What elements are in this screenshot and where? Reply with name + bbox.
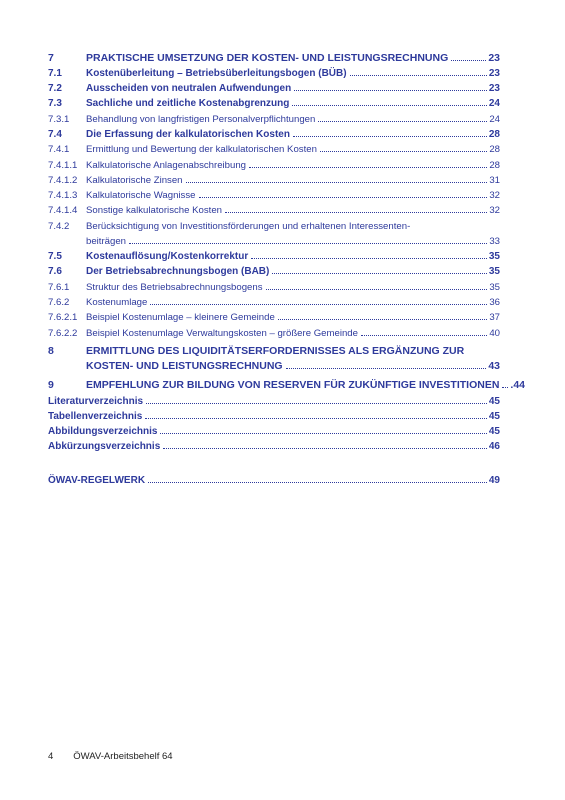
toc-entry-page: 31 bbox=[489, 174, 500, 186]
toc-entry-number: 9 bbox=[48, 378, 54, 391]
dot-leader bbox=[251, 258, 487, 259]
toc-entry-number: 7.4.1.3 bbox=[48, 190, 78, 202]
toc-entry-number: 7.6.2.2 bbox=[48, 327, 78, 339]
dot-leader bbox=[294, 90, 487, 91]
toc-entry-title: EMPFEHLUNG ZUR BILDUNG VON RESERVEN FÜR ZUKÜNFTIGE INVESTITIONEN bbox=[86, 378, 500, 391]
toc-entry-number: 7.1 bbox=[48, 67, 62, 79]
toc-entry-number: 7.3 bbox=[48, 98, 62, 110]
toc-entry-title: ÖWAV-REGELWERK bbox=[48, 475, 146, 487]
toc-entry[interactable] bbox=[48, 475, 500, 487]
dot-leader bbox=[148, 482, 487, 483]
toc-entry[interactable] bbox=[48, 52, 500, 64]
toc-entry-page: .44 bbox=[510, 378, 526, 391]
toc-entry[interactable] bbox=[48, 266, 500, 278]
toc-entry[interactable] bbox=[48, 68, 500, 80]
toc-entry-title: Ermittlung und Bewertung der kalkulatorischen Kosten bbox=[86, 144, 317, 156]
toc-entry-page: 35 bbox=[488, 251, 500, 263]
toc-entry-page: 33 bbox=[489, 235, 500, 247]
page-footer bbox=[48, 751, 173, 762]
toc-entry[interactable] bbox=[48, 160, 500, 172]
toc-entry-page: 37 bbox=[489, 312, 500, 324]
toc-entry-title: Literaturverzeichnis bbox=[48, 395, 144, 407]
dot-leader bbox=[451, 60, 486, 61]
toc-entry-title: Tabellenverzeichnis bbox=[48, 410, 143, 422]
toc-entry-title: Berücksichtigung von Investitionsförderungen und erhaltenen Interessenten- bbox=[86, 220, 411, 232]
toc-entry-title: Struktur des Betriebsabrechnungsbogens bbox=[86, 281, 263, 293]
toc-entry[interactable] bbox=[48, 378, 526, 391]
toc-entry[interactable] bbox=[48, 411, 500, 423]
toc-entry-title: Sonstige kalkulatorische Kosten bbox=[86, 205, 222, 217]
footer-publication: ÖWAV-Arbeitsbehelf 64 bbox=[73, 751, 173, 762]
dot-leader bbox=[272, 273, 487, 274]
toc-entry-page: 32 bbox=[489, 205, 500, 217]
dot-leader bbox=[286, 368, 487, 369]
toc-entry[interactable] bbox=[48, 328, 500, 340]
dot-leader bbox=[278, 319, 488, 320]
footer-page-number: 4 bbox=[48, 751, 54, 762]
toc-entry-page: 35 bbox=[489, 281, 500, 293]
toc-entry-page: 23 bbox=[488, 83, 500, 95]
toc-entry-number: 7.4.1.4 bbox=[48, 205, 78, 217]
toc-entry-page: 28 bbox=[489, 159, 500, 171]
dot-leader bbox=[350, 75, 487, 76]
toc-entry-page: 28 bbox=[489, 144, 500, 156]
toc-entry[interactable] bbox=[48, 221, 500, 248]
toc-entry[interactable] bbox=[48, 144, 500, 156]
toc-entry-title: Kostenumlage bbox=[86, 296, 148, 308]
dot-leader bbox=[160, 433, 486, 434]
dot-leader bbox=[293, 136, 487, 137]
toc-entry-number: 7.4 bbox=[48, 128, 62, 140]
dot-leader bbox=[292, 105, 487, 106]
dot-leader bbox=[199, 197, 488, 198]
toc-entry-page: 45 bbox=[488, 410, 500, 422]
toc-entry[interactable] bbox=[48, 129, 500, 141]
toc-entry-number: 7.6 bbox=[48, 266, 62, 278]
toc-entry[interactable] bbox=[48, 205, 500, 217]
toc-entry-title: Kostenauflösung/Kostenkorrektur bbox=[86, 251, 249, 263]
table-of-contents bbox=[48, 52, 526, 491]
toc-entry-page: 49 bbox=[488, 475, 500, 487]
toc-entry-page: 43 bbox=[488, 359, 500, 372]
toc-entry-title: Kostenüberleitung – Betriebsüberleitungsbogen (BÜB) bbox=[86, 67, 347, 79]
dot-leader bbox=[163, 448, 487, 449]
toc-entry-title: Ausscheiden von neutralen Aufwendungen bbox=[86, 83, 292, 95]
toc-entry[interactable] bbox=[48, 175, 500, 187]
toc-entry-number: 7 bbox=[48, 52, 54, 64]
dot-leader bbox=[249, 167, 487, 168]
dot-leader bbox=[150, 304, 487, 305]
dot-leader bbox=[320, 151, 487, 152]
toc-entry-page: 32 bbox=[489, 190, 500, 202]
toc-entry-title: Sachliche und zeitliche Kostenabgrenzung bbox=[86, 98, 290, 110]
toc-entry-number: 7.3.1 bbox=[48, 113, 70, 125]
toc-entry-title: Abkürzungsverzeichnis bbox=[48, 441, 161, 453]
toc-entry[interactable] bbox=[48, 251, 500, 263]
toc-entry-number: 7.6.2.1 bbox=[48, 312, 78, 324]
toc-entry-page: 24 bbox=[489, 113, 500, 125]
toc-entry-title: Abbildungsverzeichnis bbox=[48, 426, 158, 438]
toc-entry-page: 28 bbox=[488, 128, 500, 140]
toc-entry[interactable] bbox=[48, 297, 500, 309]
toc-entry[interactable] bbox=[48, 345, 500, 372]
toc-entry-page: 40 bbox=[489, 327, 500, 339]
toc-entry[interactable] bbox=[48, 312, 500, 324]
toc-entry-title: Der Betriebsabrechnungsbogen (BAB) bbox=[86, 266, 270, 278]
dot-leader bbox=[502, 387, 508, 388]
toc-entry-number: 7.6.2 bbox=[48, 296, 70, 308]
toc-entry[interactable] bbox=[48, 396, 500, 408]
dot-leader bbox=[361, 335, 487, 336]
toc-entry-title: Kalkulatorische Zinsen bbox=[86, 174, 183, 186]
toc-entry-title: Kalkulatorische Anlagenabschreibung bbox=[86, 159, 247, 171]
toc-entry-page: 46 bbox=[488, 441, 500, 453]
toc-entry-page: 23 bbox=[488, 67, 500, 79]
dot-leader bbox=[318, 121, 487, 122]
toc-entry-title: Die Erfassung der kalkulatorischen Kosten bbox=[86, 128, 290, 140]
dot-leader bbox=[266, 289, 488, 290]
toc-entry-title: Kalkulatorische Wagnisse bbox=[86, 190, 196, 202]
toc-entry-number: 7.4.1.2 bbox=[48, 174, 78, 186]
toc-entry[interactable] bbox=[48, 83, 500, 95]
toc-entry[interactable] bbox=[48, 114, 500, 126]
toc-entry-number: 7.4.1.1 bbox=[48, 159, 78, 171]
toc-entry-page: 23 bbox=[488, 52, 500, 64]
toc-entry-number: 7.6.1 bbox=[48, 281, 70, 293]
dot-leader bbox=[225, 212, 487, 213]
toc-entry-title: PRAKTISCHE UMSETZUNG DER KOSTEN- UND LEISTUNGSRECHNUNG bbox=[86, 52, 449, 64]
toc-entry[interactable] bbox=[48, 441, 500, 453]
dot-leader bbox=[129, 243, 487, 244]
toc-entry-title: Behandlung von langfristigen Personalverpflichtungen bbox=[86, 113, 316, 125]
toc-entry-title: beiträgen bbox=[86, 235, 127, 247]
toc-entry[interactable] bbox=[48, 98, 500, 110]
toc-entry[interactable] bbox=[48, 282, 500, 294]
toc-entry-page: 24 bbox=[488, 98, 500, 110]
toc-entry-number: 7.2 bbox=[48, 83, 62, 95]
toc-entry[interactable] bbox=[48, 426, 500, 438]
toc-entry-title: Beispiel Kostenumlage Verwaltungskosten – größere Gemeinde bbox=[86, 327, 358, 339]
toc-entry-page: 45 bbox=[488, 426, 500, 438]
toc-entry-title: KOSTEN- UND LEISTUNGSRECHNUNG bbox=[86, 359, 283, 372]
dot-leader bbox=[186, 182, 488, 183]
toc-entry-page: 36 bbox=[489, 296, 500, 308]
dot-leader bbox=[145, 418, 487, 419]
toc-entry-number: 7.4.1 bbox=[48, 144, 70, 156]
toc-entry-page: 35 bbox=[488, 266, 500, 278]
toc-entry-page: 45 bbox=[488, 395, 500, 407]
toc-entry-title: Beispiel Kostenumlage – kleinere Gemeinde bbox=[86, 312, 275, 324]
dot-leader bbox=[146, 403, 487, 404]
toc-entry-number: 8 bbox=[48, 344, 54, 357]
toc-entry-number: 7.4.2 bbox=[48, 220, 70, 232]
toc-entry[interactable] bbox=[48, 190, 500, 202]
toc-entry-number: 7.5 bbox=[48, 251, 62, 263]
toc-entry-title: ERMITTLUNG DES LIQUIDITÄTSERFORDERNISSES ALS ERGÄNZUNG ZUR bbox=[86, 344, 465, 357]
